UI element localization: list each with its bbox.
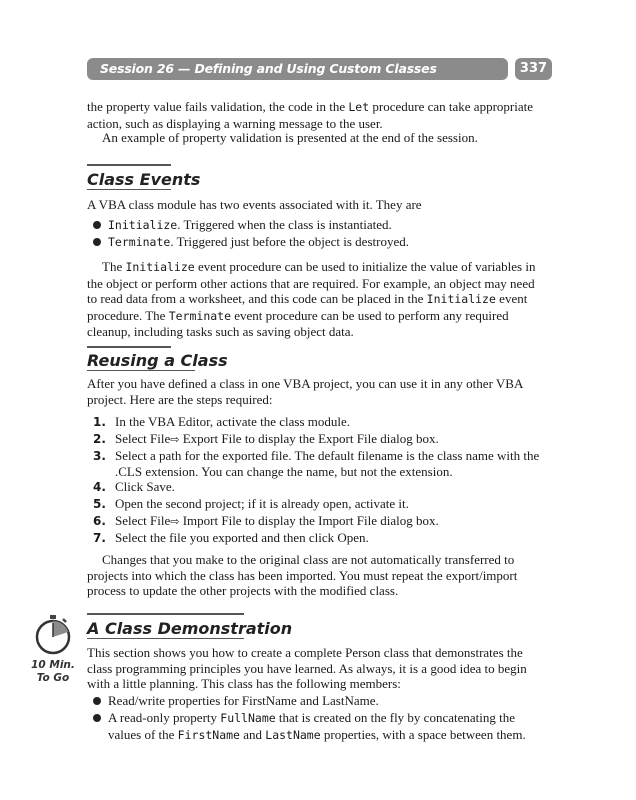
class-events-lead: A VBA class module has two events associated with it. They are [87,197,422,212]
step-number: 7. [93,531,106,545]
step-number: 1. [93,415,106,429]
heading-reusing-class: Reusing a Class [87,351,228,370]
step-text: Select File⇨ Export File to display the Export File dialog box. [115,431,439,446]
step-text: In the VBA Editor, activate the class module. [115,414,350,429]
running-header [87,58,508,80]
bullet-item: Read/write properties for FirstName and LastName. [108,693,379,708]
step-text: Click Save. [115,479,175,494]
header-title: Session 26 — Defining and Using Custom Classes [100,61,437,76]
bullet-marker [93,714,101,722]
stopwatch-icon [32,614,74,656]
bullet-marker [93,221,101,229]
bullet-marker [93,697,101,705]
bullet-marker [93,238,101,246]
step-text: Select File⇨ Import File to display the Import File dialog box. [115,513,439,528]
step-number: 4. [93,480,106,494]
intro-paragraph: the property value fails validation, the code in the Let procedure can take appropriate action, such as displaying a warning message to the user. [87,99,533,131]
code-let: Let [348,100,370,114]
heading-underline [87,370,195,371]
heading-class-demonstration: A Class Demonstration [87,619,293,638]
reusing-paragraph: Changes that you make to the original class are not automatically transferred to projects into which the class has been imported. You must repeat the export/import process to update the other projects with the modified class. [87,552,518,598]
section-rule [87,613,244,615]
step-text: Select the file you exported and then click Open. [115,530,369,545]
step-number: 5. [93,497,106,511]
bullet-item: Terminate. Triggered just before the object is destroyed. [108,234,409,249]
time-remaining-label: 10 Min. To Go [31,659,75,684]
step-number: 6. [93,514,106,528]
menu-arrow-icon: ⇨ [170,433,180,446]
heading-underline [87,638,244,639]
heading-class-events: Class Events [87,170,201,189]
page-number: 337 [515,58,552,80]
step-text: Open the second project; if it is already open, activate it. [115,496,409,511]
step-number: 3. [93,449,106,463]
heading-underline [87,189,171,190]
step-text: Select a path for the exported file. The default filename is the class name with the .CLS extension. You can change the name, but not the extension. [115,448,540,479]
bullet-item: Initialize. Triggered when the class is instantiated. [108,217,392,232]
bullet-item: A read-only property FullName that is created on the fly by concatenating the values of the FirstName and LastName properties, with a space between them. [108,710,526,742]
demo-lead: This section shows you how to create a complete Person class that demonstrates the class programming principles you have learned. As always, it is a good idea to begin with a little planning. This class has the following members: [87,645,527,691]
class-events-paragraph: The Initialize event procedure can be used to initialize the value of variables in the object or perform other actions that are required. For example, an object may need to read data from a worksheet, and this code can be placed in the Initialize event procedure. The Terminate event procedure can be used to perform any required cleanup, including tasks such as saving object data. [87,259,536,339]
step-number: 2. [93,432,106,446]
section-rule [87,164,171,166]
intro-paragraph-2: An example of property validation is presented at the end of the session. [102,130,478,145]
menu-arrow-icon: ⇨ [170,515,180,528]
reusing-lead: After you have defined a class in one VBA project, you can use it in any other VBA project. Here are the steps required: [87,376,523,407]
section-rule [87,346,171,348]
